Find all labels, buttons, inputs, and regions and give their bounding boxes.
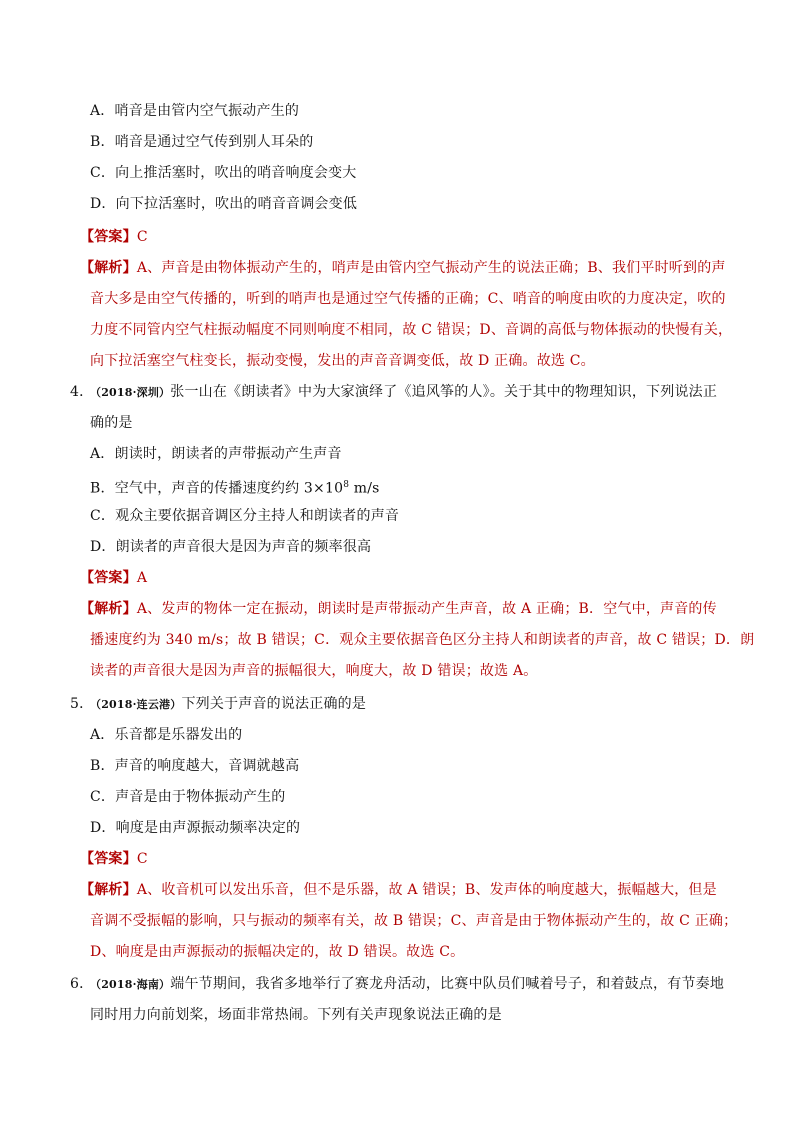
q4-option-a: A．朗读时，朗读者的声带振动产生声音: [90, 446, 342, 462]
question-number: 4．: [70, 384, 94, 400]
answer-label: 【答案】: [80, 851, 137, 867]
q4-stem-line-2: 确的是: [90, 415, 133, 431]
question-number: 5．: [70, 696, 94, 712]
q5-option-d: D．响度是由声源振动频率决定的: [90, 820, 301, 836]
q3-option-b: B．哨音是通过空气传到别人耳朵的: [90, 134, 314, 150]
question-number: 6．: [70, 976, 94, 992]
question-source: （2018·海南）: [90, 978, 171, 991]
q4-analysis-line-3: 读者的声音很大是因为声音的振幅很大，响度大，故 D 错误；故选 A。: [90, 663, 538, 679]
q3-option-d: D．向下拉活塞时，吹出的哨音音调会变低: [90, 196, 358, 212]
q5-option-a: A．乐音都是乐器发出的: [90, 727, 243, 743]
answer-value: A: [136, 570, 148, 586]
q3-option-c: C．向上推活塞时，吹出的哨音响度会变大: [90, 165, 357, 181]
question-source: （2018·深圳）: [90, 386, 171, 399]
exponent: 8: [343, 480, 350, 490]
q3-option-a: A．哨音是由管内空气振动产生的: [90, 103, 300, 119]
q3-analysis-line-1: 【解析】A、声音是由物体振动产生的，哨声是由管内空气振动产生的说法正确；B、我们平时听到的声: [80, 260, 726, 276]
q4-option-c: C．观众主要依据音调区分主持人和朗读者的声音: [90, 508, 400, 524]
analysis-label: 【解析】: [80, 260, 137, 276]
analysis-label: 【解析】: [80, 882, 137, 898]
q3-analysis-line-2: 音大多是由空气传播的，听到的哨声也是通过空气传播的正确；C、哨音的响度由吹的力度决定，吹的: [90, 291, 726, 307]
q5-stem: 5．（2018·连云港）下列关于声音的说法正确的是: [70, 696, 367, 712]
question-source: （2018·连云港）: [90, 698, 182, 711]
q5-answer: [80, 849, 148, 869]
answer-label: 【答案】: [80, 570, 137, 586]
q6-stem: 6．（2018·海南）端午节期间，我省多地举行了赛龙舟活动，比赛中队员们喊着号子，和着鼓点，有节奏地: [70, 976, 725, 992]
q5-analysis-line-1: 【解析】A、收音机可以发出乐音，但不是乐器，故 A 错误；B、发声体的响度越大，振幅越大，但是: [80, 882, 717, 898]
q5-option-b: B．声音的响度越大，音调就越高: [90, 758, 300, 774]
q5-analysis-line-2: 音调不受振幅的影响，只与振动的频率有关，故 B 错误；C、声音是由于物体振动产生的，故 C 正确；: [90, 913, 738, 929]
q4-answer: [80, 568, 147, 588]
answer-value: C: [136, 229, 148, 245]
q5-option-c: C．声音是由于物体振动产生的: [90, 789, 286, 805]
q4-stem: 4．（2018·深圳）张一山在《朗读者》中为大家演绎了《追风筝的人》。关于其中的物理知识，下列说法正: [70, 384, 718, 400]
q6-stem-line-2: 同时用力向前划桨，场面非常热闹。下列有关声现象说法正确的是: [90, 1007, 502, 1023]
q4-option-d: D．朗读者的声音很大是因为声音的频率很高: [90, 539, 372, 555]
answer-label: 【答案】: [80, 229, 137, 245]
q4-analysis-line-1: 【解析】A、发声的物体一定在振动，朗读时是声带振动产生声音，故 A 正确；B．空气中，声音的传: [80, 601, 717, 617]
analysis-label: 【解析】: [80, 601, 137, 617]
q4-option-b: B．空气中，声音的传播速度约约 $3\times 10^8$ m/s: [90, 480, 380, 497]
answer-value: C: [136, 851, 148, 867]
q5-analysis-line-3: D、响度是由声源振动的振幅决定的，故 D 错误。故选 C。: [90, 944, 465, 960]
q4-analysis-line-2: 播速度约为 340 m/s；故 B 错误；C．观众主要依据音色区分主持人和朗读者的声音，故 C 错误；D．朗: [90, 632, 755, 648]
q3-analysis-line-4: 向下拉活塞空气柱变长，振动变慢，发出的声音音调变低，故 D 正确。故选 C。: [90, 353, 595, 369]
q3-answer: [80, 227, 148, 247]
q3-analysis-line-3: 力度不同管内空气柱振动幅度不同则响度不相同，故 C 错误；D、音调的高低与物体振动的快慢有关，: [90, 322, 733, 338]
